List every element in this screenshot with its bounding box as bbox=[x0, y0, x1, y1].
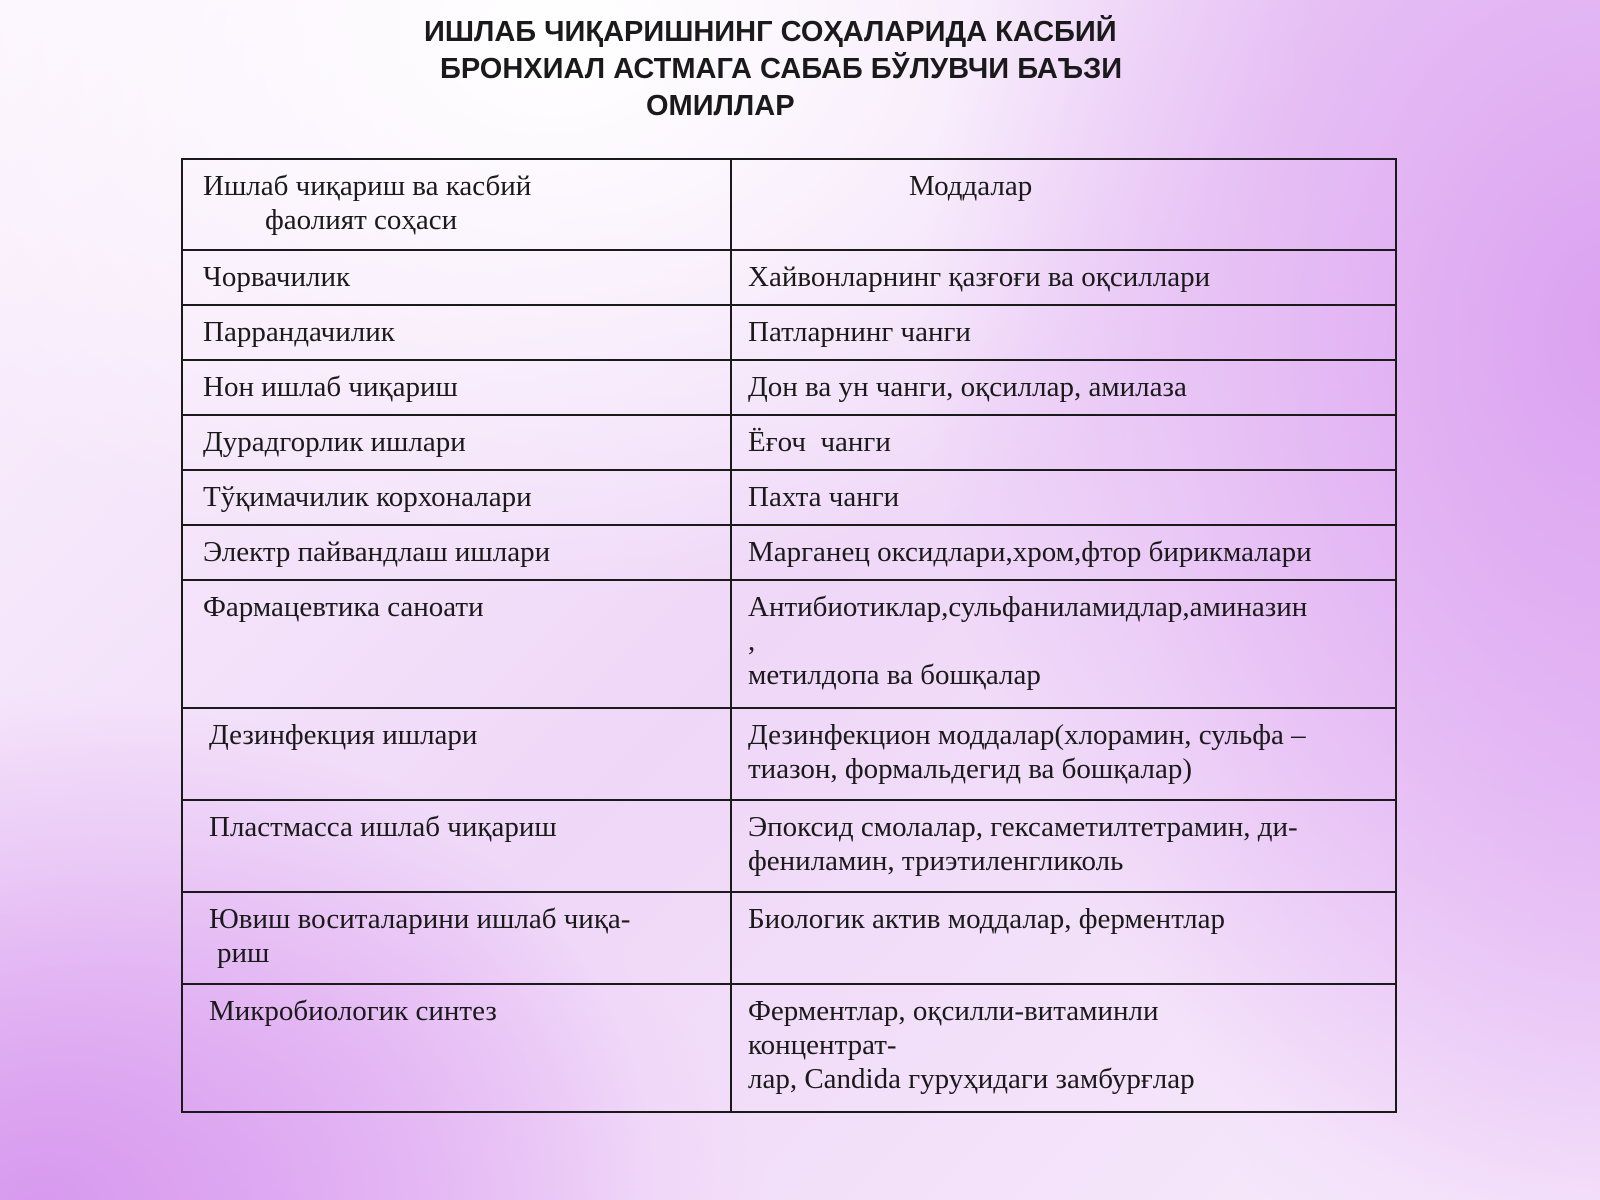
field-cell bbox=[182, 250, 731, 305]
substance-text: , bbox=[748, 625, 756, 657]
table-row bbox=[182, 984, 1396, 1112]
field-text: Фармацевтика саноати bbox=[203, 591, 484, 623]
substance-text: Эпоксид смолалар, гексаметилтетрамин, ди- bbox=[748, 811, 1298, 843]
substance-text: концентрат- bbox=[748, 1029, 897, 1061]
substance-text: лар, Candida гуруҳидаги замбурғлар bbox=[748, 1063, 1195, 1095]
header-cell-substances bbox=[731, 159, 1396, 250]
field-cell bbox=[182, 470, 731, 525]
substance-text: метилдопа ва бошқалар bbox=[748, 659, 1041, 691]
field-text: Пластмасса ишлаб чиқариш bbox=[209, 811, 557, 843]
table-row bbox=[182, 580, 1396, 708]
field-text: Тўқимачилик корхоналари bbox=[203, 481, 532, 513]
field-text: Ювиш воситаларини ишлаб чиқа- bbox=[209, 903, 631, 935]
substance-text: Марганец оксидлари,хром,фтор бирикмалари bbox=[748, 536, 1312, 568]
table-header-row bbox=[182, 159, 1396, 250]
substance-cell bbox=[731, 470, 1396, 525]
substance-text: Ферментлар, оқсилли-витаминли bbox=[748, 995, 1159, 1027]
slide-title bbox=[410, 14, 1170, 125]
substance-text: Патларнинг чанги bbox=[748, 316, 971, 348]
table-row bbox=[182, 892, 1396, 984]
header-cell-field bbox=[182, 159, 731, 250]
substance-cell bbox=[731, 305, 1396, 360]
substance-cell bbox=[731, 892, 1396, 984]
table-row bbox=[182, 470, 1396, 525]
substance-text: Ёғоч чанги bbox=[748, 426, 891, 458]
substance-text: тиазон, формальдегид ва бошқалар) bbox=[748, 753, 1192, 785]
table-row bbox=[182, 525, 1396, 580]
header-field-line-2: фаолият соҳаси bbox=[265, 204, 458, 236]
substance-text: Пахта чанги bbox=[748, 481, 900, 513]
title-line-3: ОМИЛЛАР bbox=[646, 90, 795, 122]
substance-cell bbox=[731, 708, 1396, 800]
table-row bbox=[182, 708, 1396, 800]
field-cell bbox=[182, 580, 731, 708]
field-text: Дурадгорлик ишлари bbox=[203, 426, 466, 458]
field-cell bbox=[182, 984, 731, 1112]
field-text: Чорвачилик bbox=[203, 261, 351, 293]
substance-cell bbox=[731, 800, 1396, 892]
table-row bbox=[182, 250, 1396, 305]
substance-text: Дезинфекцион моддалар(хлорамин, сульфа – bbox=[748, 719, 1306, 751]
field-cell bbox=[182, 708, 731, 800]
substance-cell bbox=[731, 415, 1396, 470]
header-field-line-1: Ишлаб чиқариш ва касбий bbox=[203, 170, 532, 202]
field-cell bbox=[182, 800, 731, 892]
table-row bbox=[182, 415, 1396, 470]
substance-cell bbox=[731, 250, 1396, 305]
table-row bbox=[182, 305, 1396, 360]
substance-cell bbox=[731, 525, 1396, 580]
field-cell bbox=[182, 525, 731, 580]
field-text: риш bbox=[217, 937, 270, 969]
field-text: Паррандачилик bbox=[203, 316, 395, 348]
field-cell bbox=[182, 305, 731, 360]
substance-text: Дон ва ун чанги, оқсиллар, амилаза bbox=[748, 371, 1187, 403]
title-line-2: БРОНХИАЛ АСТМАГА САБАБ БЎЛУВЧИ БАЪЗИ bbox=[440, 53, 1123, 85]
substance-cell bbox=[731, 984, 1396, 1112]
substance-text: Биологик актив моддалар, ферментлар bbox=[748, 903, 1225, 935]
field-text: Нон ишлаб чиқариш bbox=[203, 371, 458, 403]
field-text: Дезинфекция ишлари bbox=[209, 719, 478, 751]
field-cell bbox=[182, 415, 731, 470]
title-line-1: ИШЛАБ ЧИҚАРИШНИНГ СОҲАЛАРИДА КАСБИЙ bbox=[424, 16, 1117, 48]
substance-cell bbox=[731, 360, 1396, 415]
field-text: Микробиологик синтез bbox=[209, 995, 497, 1027]
field-cell bbox=[182, 360, 731, 415]
header-substances-label: Моддалар bbox=[909, 170, 1033, 202]
substance-text: Антибиотиклар,сульфаниламидлар,аминазин bbox=[748, 591, 1308, 623]
table-row bbox=[182, 800, 1396, 892]
occupational-factors-table bbox=[181, 158, 1397, 1113]
substance-text: фениламин, триэтиленгликоль bbox=[748, 845, 1124, 877]
substance-cell bbox=[731, 580, 1396, 708]
substance-text: Хайвонларнинг қазғоғи ва оқсиллари bbox=[748, 261, 1211, 293]
table-row bbox=[182, 360, 1396, 415]
field-text: Электр пайвандлаш ишлари bbox=[203, 536, 551, 568]
field-cell bbox=[182, 892, 731, 984]
